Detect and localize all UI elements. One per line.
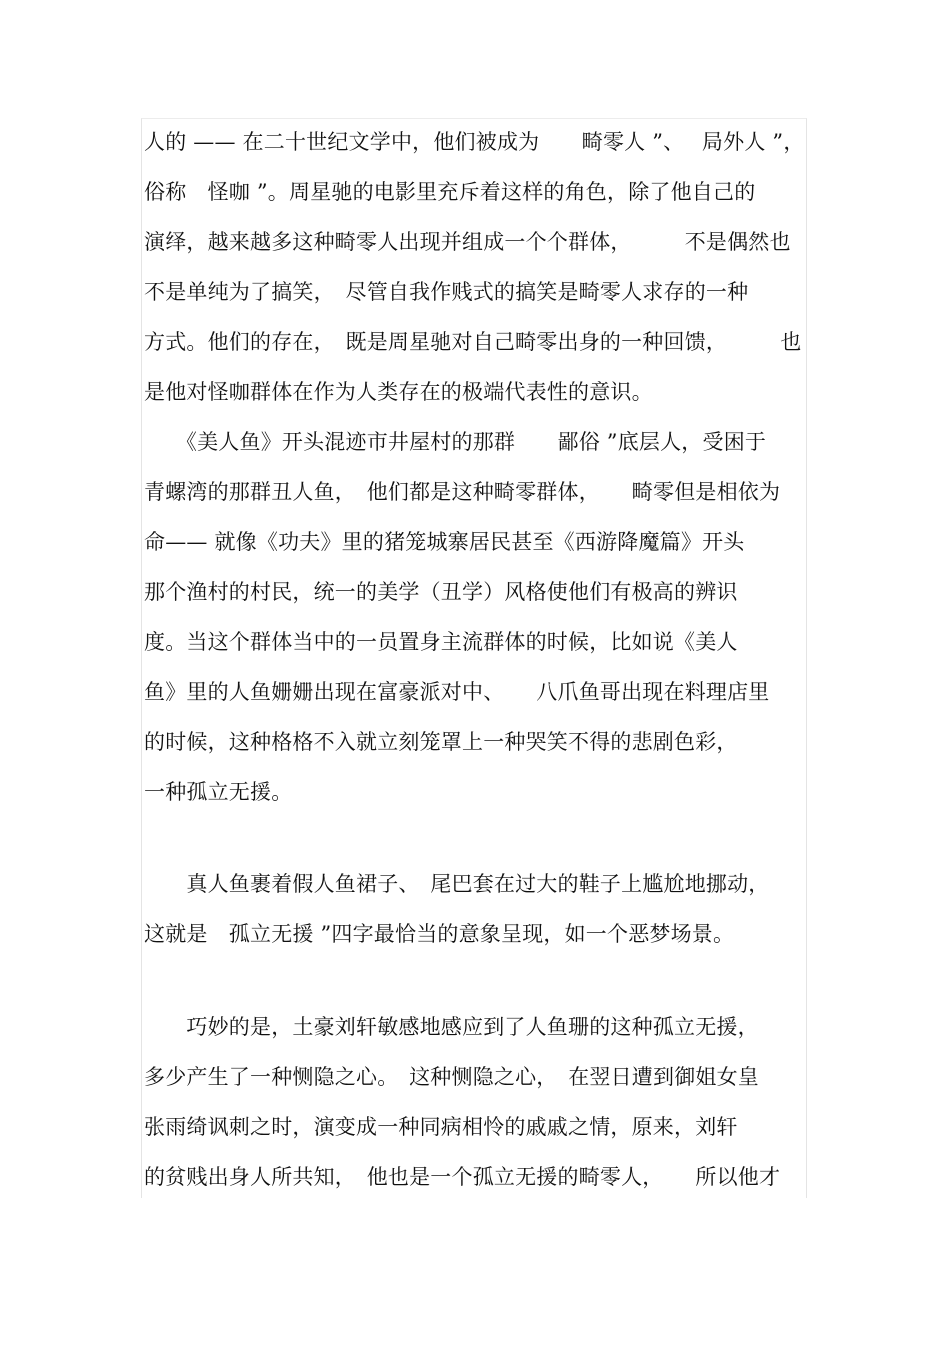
text-line: 人的 —— 在二十世纪文学中，他们被成为 畸零人 ”、 局外人 ”， [144, 130, 805, 154]
text-line: 不是单纯为了搞笑， 尽管自我作贱式的搞笑是畸零人求存的一种 [144, 280, 749, 304]
text-line: 巧妙的是，土豪刘轩敏感地感应到了人鱼珊的这种孤立无援， [144, 1015, 759, 1039]
text-line: 一种孤立无援。 [144, 780, 293, 804]
text-line: 演绎，越来越多这种畸零人出现并组成一个个群体， 不是偶然也 [144, 230, 791, 254]
text-line: 是他对怪咖群体在作为人类存在的极端代表性的意识。 [144, 380, 653, 404]
text-line: 《美人鱼》开头混迹市井屋村的那群 鄙俗 ”底层人，受困于 [144, 430, 767, 454]
text-line: 方式。他们的存在， 既是周星驰对自己畸零出身的一种回馈， 也 [144, 330, 802, 354]
text-line: 张雨绮讽刺之时，演变成一种同病相怜的戚戚之情，原来，刘轩 [144, 1115, 738, 1139]
text-line: 命—— 就像《功夫》里的猪笼城寨居民甚至《西游降魔篇》开头 [144, 530, 745, 554]
text-line: 鱼》里的人鱼姗姗出现在富豪派对中、 八爪鱼哥出现在料理店里 [144, 680, 770, 704]
text-line: 的时候，这种格格不入就立刻笼罩上一种哭笑不得的悲剧色彩， [144, 730, 738, 754]
text-line: 那个渔村的村民，统一的美学（丑学）风格使他们有极高的辨识 [144, 580, 738, 604]
text-line: 俗称 怪咖 ”。周星驰的电影里充斥着这样的角色，除了他自己的 [144, 180, 756, 204]
text-line: 多少产生了一种恻隐之心。 这种恻隐之心， 在翌日遭到御姐女皇 [144, 1065, 759, 1089]
text-line: 青螺湾的那群丑人鱼， 他们都是这种畸零群体， 畸零但是相依为 [144, 480, 781, 504]
text-line: 真人鱼裹着假人鱼裙子、 尾巴套在过大的鞋子上尴尬地挪动， [144, 872, 770, 896]
text-line: 的贫贱出身人所共知， 他也是一个孤立无援的畸零人， 所以他才 [144, 1165, 781, 1189]
text-line: 度。当这个群体当中的一员置身主流群体的时候，比如说《美人 [144, 630, 738, 654]
text-line: 这就是 孤立无援 ”四字最恰当的意象呈现，如一个恶梦场景。 [144, 922, 735, 946]
